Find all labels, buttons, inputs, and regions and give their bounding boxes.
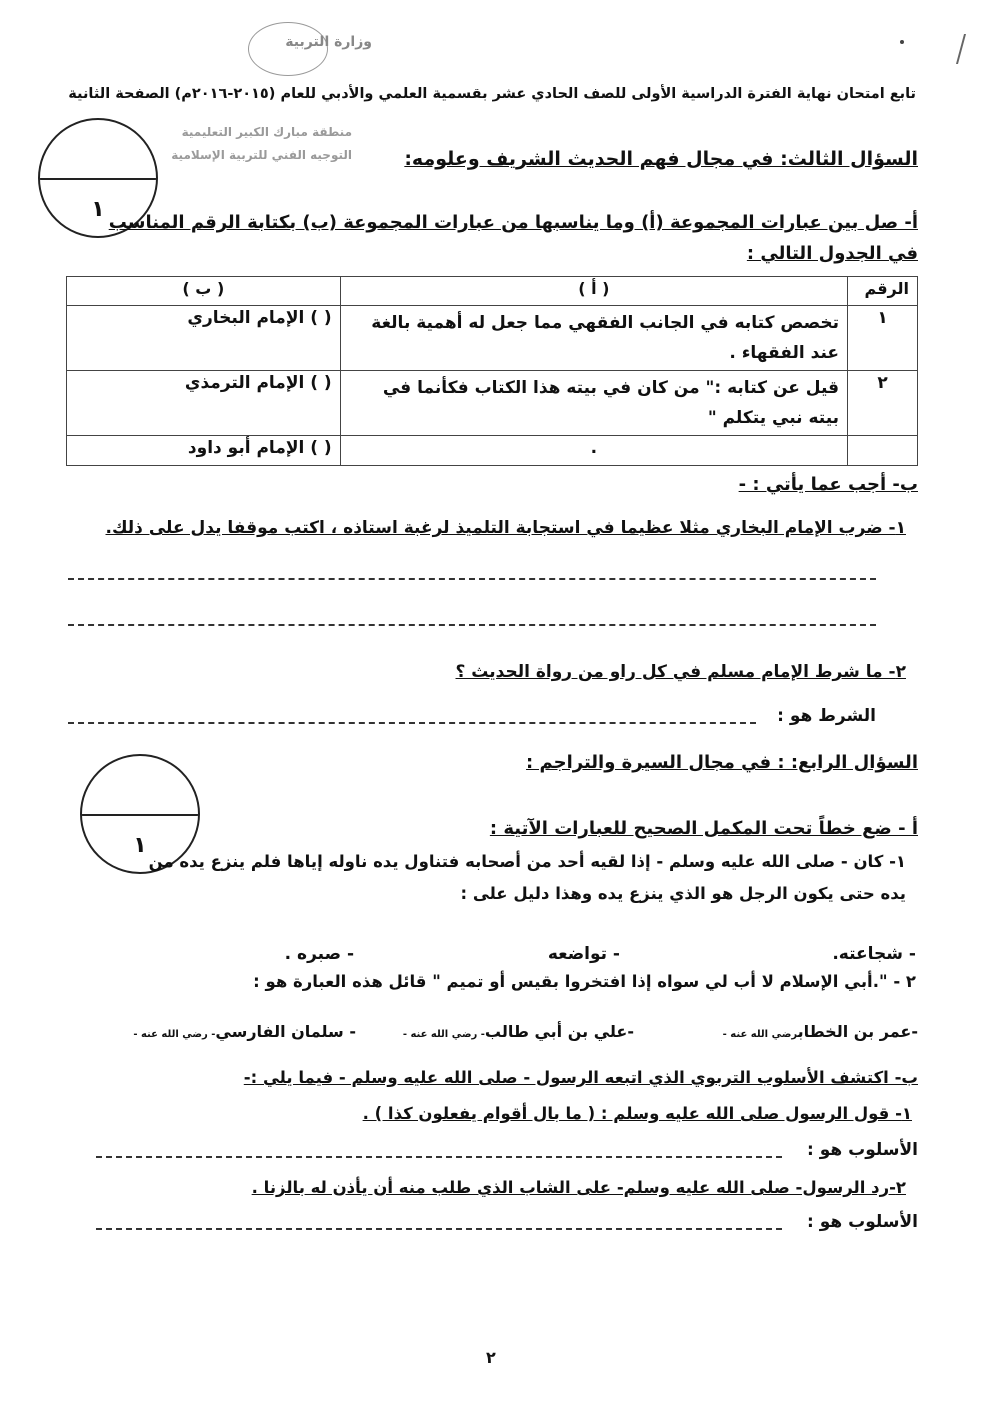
table-row	[67, 306, 918, 371]
q4-a2-option-2[interactable]	[403, 1022, 634, 1041]
ministry-line-1: منطقة مبارك الكبير التعليمية	[181, 125, 352, 139]
q3-b1-answer-line-2[interactable]	[68, 624, 876, 626]
q3-b2-answer-label: الشرط هو :	[777, 706, 876, 726]
score-divider	[82, 814, 198, 816]
option-honorific: رضي الله عنه -	[722, 1029, 798, 1040]
q3-part-a-instruction-line1: أ- صل بين عبارات المجموعة (أ) وما يناسبها من عبارات المجموعة (ب) بكتابة الرقم المناسب	[108, 212, 918, 233]
q3-b1-question: ١- ضرب الإمام البخاري مثلا عظيما في استجابة التلميذ لرغبة استاذه ، اكتب موقفا يدل على ذلك.	[105, 518, 906, 538]
q4-b1-answer-label: الأسلوب هو :	[807, 1140, 918, 1160]
q3-b2-answer-line[interactable]	[68, 722, 756, 724]
row-statement-a	[340, 306, 847, 371]
q4-b1-answer-line[interactable]	[96, 1156, 782, 1158]
row-option-b[interactable]: ( ) الإمام البخاري	[67, 306, 341, 371]
table-header-row	[67, 277, 918, 306]
matching-table	[66, 276, 918, 466]
row-option-b[interactable]: ( ) الإمام الترمذي	[67, 371, 341, 436]
q4-b2-question: ٢-رد الرسول- صلى الله عليه وسلم- على الشاب الذي طلب منه أن يأذن له بالزنا .	[251, 1178, 906, 1197]
row-number: ١	[848, 306, 918, 371]
option-honorific: - رضي الله عنه -	[402, 1029, 485, 1040]
row-statement-a-line1: .	[590, 438, 598, 458]
page-number: ٢	[486, 1348, 496, 1367]
option-name: -عمر بن الخطاب	[797, 1022, 918, 1041]
q3-part-a-instruction-line2: في الجدول التالي :	[746, 243, 918, 264]
row-statement-a-line1: تخصص كتابه في الجانب الفقهي مما جعل له أهمية بالغة	[371, 313, 840, 333]
q4-b2-answer-line[interactable]	[96, 1228, 782, 1230]
row-statement-a-line2: عند الفقهاء .	[729, 343, 840, 363]
row-statement-a-line2: بيته نبي يتكلم "	[707, 408, 840, 428]
q4-a1-option-1[interactable]: - شجاعته.	[832, 944, 916, 964]
q4-b1-question: ١- قول الرسول صلى الله عليه وسلم : ( ما بال أقوام يفعلون كذا ) .	[362, 1104, 912, 1123]
q3-score: ١	[91, 197, 105, 222]
header-group-b: ( ب )	[67, 277, 341, 306]
option-name: - سلمان الفارسي	[215, 1022, 356, 1041]
q4-a1-line1: ١- كان - صلى الله عليه وسلم - إذا لقيه أحد من أصحابه فتناول يده ناوله إياها فلم ينزع يده من	[148, 852, 906, 871]
q4-a1-line2: يده حتى يكون الرجل هو الذي ينزع يده وهذا دليل على :	[460, 884, 906, 903]
corner-dot	[900, 40, 904, 44]
page-header-title: تابع امتحان نهاية الفترة الدراسية الأولى للصف الحادي عشر بقسمية العلمي والأدبي للعام (٢٠١٥-٢٠١٦م) الصفحة الثانية	[68, 86, 916, 102]
q4-a2-option-1[interactable]	[723, 1022, 918, 1041]
q4-title: السؤال الرابع: : في مجال السيرة والتراجم :	[526, 752, 918, 773]
option-honorific: - رضي الله عنه -	[133, 1029, 216, 1040]
table-row	[67, 371, 918, 436]
row-statement-a	[340, 371, 847, 436]
row-statement-a	[340, 436, 847, 466]
table-row	[67, 436, 918, 466]
score-divider	[40, 178, 156, 180]
q4-b2-answer-label: الأسلوب هو :	[807, 1212, 918, 1232]
q4-score: ١	[133, 833, 147, 858]
row-statement-a-line1: قيل عن كتابه :" من كان في بيته هذا الكتاب فكأنما في	[382, 378, 840, 398]
corner-mark	[942, 34, 966, 64]
row-number	[848, 436, 918, 466]
q4-part-b-title: ب- اكتشف الأسلوب التربوي الذي اتبعه الرسول - صلى الله عليه وسلم - فيما يلي :-	[243, 1068, 918, 1087]
row-number: ٢	[848, 371, 918, 436]
header-num: الرقم	[848, 277, 918, 306]
q4-a2-option-3[interactable]	[133, 1022, 356, 1041]
seal-text: وزارة التربية	[285, 34, 372, 50]
q4-a2-question: ٢ - ".أبي الإسلام لا أب لي سواه إذا افتخروا بقيس أو تميم " قائل هذه العبارة هو :	[253, 972, 916, 991]
q3-title: السؤال الثالث: في مجال فهم الحديث الشريف وعلومه:	[404, 148, 918, 170]
q3-part-b-title: ب- أجب عما يأتي : -	[738, 474, 918, 495]
q3-b1-answer-line-1[interactable]	[68, 578, 876, 580]
q3-b2-question: ٢- ما شرط الإمام مسلم في كل راو من رواة الحديث ؟	[455, 662, 906, 682]
option-name: -علي بن أبي طالب	[484, 1022, 634, 1041]
q4-part-a-title: أ - ضع خطاً تحت المكمل الصحيح للعبارات الآتية :	[489, 818, 918, 839]
row-option-b[interactable]: ( ) الإمام أبو داود	[67, 436, 341, 466]
q4-a1-option-3[interactable]: - صبره .	[284, 944, 354, 964]
header-group-a: ( أ )	[340, 277, 847, 306]
ministry-line-2: التوجيه الفني للتربية الإسلامية	[171, 148, 352, 162]
q4-a1-option-2[interactable]: - تواضعه	[547, 944, 620, 964]
